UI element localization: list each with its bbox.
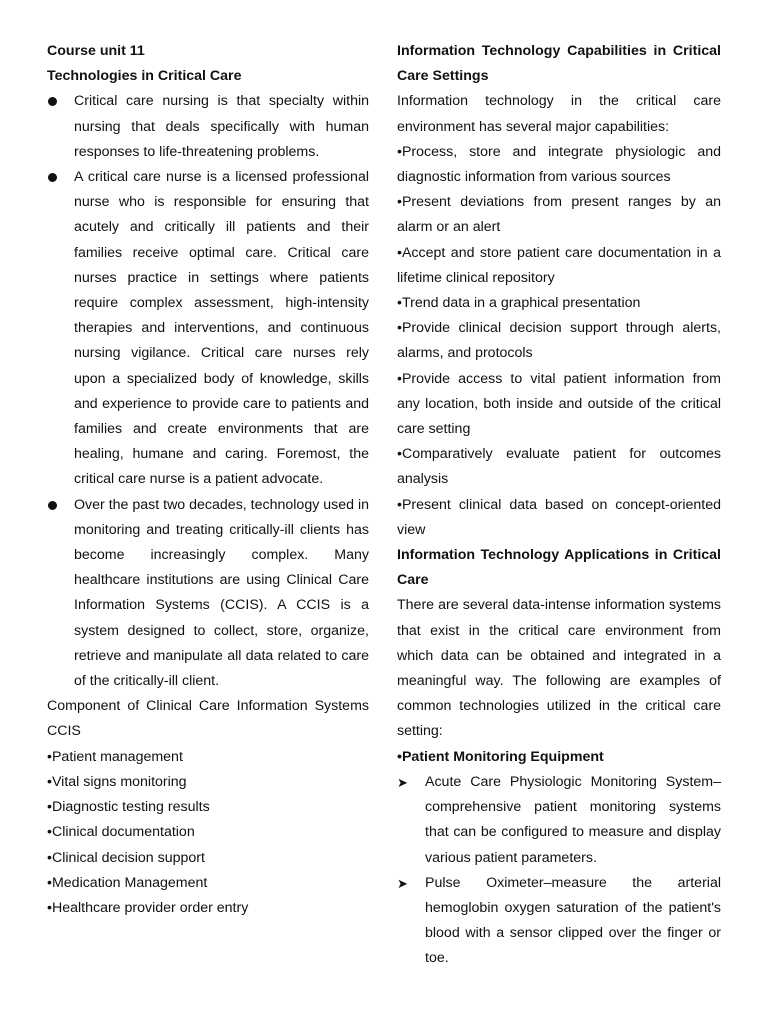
list-item: •Clinical decision support bbox=[47, 849, 205, 866]
list-item: •Comparatively evaluate patient for outcomes analysis bbox=[397, 446, 721, 488]
left-column bbox=[47, 39, 369, 921]
right-column bbox=[397, 39, 721, 972]
arrow-bullet-icon: ➤ bbox=[397, 774, 408, 790]
list-item bbox=[47, 89, 369, 165]
monitoring-item-text: Pulse Oximeter–measure the arterial hemoglobin oxygen saturation of the patient's blood with a sensor clipped over the finger or toe. bbox=[425, 874, 721, 967]
arrow-bullet-icon: ➤ bbox=[397, 875, 408, 891]
bullet-dot-icon bbox=[48, 173, 57, 182]
list-item: •Accept and store patient care documentation in a lifetime clinical repository bbox=[397, 244, 721, 286]
monitoring-item-text: Acute Care Physiologic Monitoring System–comprehensive patient monitoring systems that can be configured to measure and display various patient parameters. bbox=[425, 773, 721, 866]
applications-intro: There are several data-intense information systems that exist in the critical care environment from which data can be obtained and integrated in a meaningful way. The following are examples of common technologies utilized in the critical care setting: bbox=[397, 597, 721, 740]
component-heading: Component of Clinical Care Information Systems CCIS bbox=[47, 698, 369, 740]
intro-bullet-list bbox=[47, 89, 369, 694]
list-item: •Provide access to vital patient information from any location, both inside and outside of the critical care setting bbox=[397, 370, 721, 438]
list-item: •Present deviations from present ranges by an alarm or an alert bbox=[397, 194, 721, 236]
list-item: •Vital signs monitoring bbox=[47, 773, 187, 790]
capabilities-list bbox=[397, 140, 721, 543]
list-item bbox=[47, 165, 369, 493]
monitoring-list bbox=[397, 770, 721, 972]
bullet-dot-icon bbox=[48, 501, 57, 510]
monitoring-heading: •Patient Monitoring Equipment bbox=[397, 748, 604, 765]
course-unit-label: Course unit 11 bbox=[47, 43, 145, 59]
list-item: •Present clinical data based on concept-oriented view bbox=[397, 496, 721, 538]
list-item: •Patient management bbox=[47, 748, 183, 765]
list-item bbox=[397, 871, 721, 972]
bullet-text: Critical care nursing is that specialty within nursing that deals specifically with human responses to life-threatening problems. bbox=[74, 93, 369, 160]
component-list bbox=[47, 745, 369, 921]
list-item: •Medication Management bbox=[47, 874, 208, 891]
list-item: •Provide clinical decision support through alerts, alarms, and protocols bbox=[397, 320, 721, 362]
bullet-text: A critical care nurse is a licensed professional nurse who is responsible for ensuring that acutely and critically ill patients and their families receive optimal care. Critical care nurses practice in settings where patients require complex assessment, high-intensity therapies and interventions, and continuous nursing vigilance. Critical care nurses rely upon a specialized body of knowledge, skills and experience to provide care to patients and families and create environments that are healing, humane and caring. Foremost, the critical care nurse is a patient advocate. bbox=[74, 169, 369, 488]
list-item: •Clinical documentation bbox=[47, 824, 195, 841]
list-item bbox=[397, 770, 721, 871]
applications-heading: Information Technology Applications in Critical Care bbox=[397, 547, 721, 589]
bullet-text: Over the past two decades, technology used in monitoring and treating critically-ill clients has become increasingly complex. Many healthcare institutions are using Clinical Care Information Systems (CCIS). A CCIS is a system designed to collect, store, organize, retrieve and manipulate all data related to care of the critically-ill client. bbox=[74, 496, 369, 690]
capabilities-intro: Information technology in the critical care environment has several major capabilities: bbox=[397, 93, 721, 135]
list-item: •Process, store and integrate physiologic and diagnostic information from various sources bbox=[397, 143, 721, 186]
section-title: Technologies in Critical Care bbox=[47, 68, 242, 85]
bullet-dot-icon bbox=[48, 97, 57, 106]
list-item: •Healthcare provider order entry bbox=[47, 899, 249, 916]
capabilities-heading: Information Technology Capabilities in Critical Care Settings bbox=[397, 43, 721, 85]
list-item: •Diagnostic testing results bbox=[47, 799, 210, 816]
list-item: •Trend data in a graphical presentation bbox=[397, 295, 641, 312]
list-item bbox=[47, 493, 369, 695]
